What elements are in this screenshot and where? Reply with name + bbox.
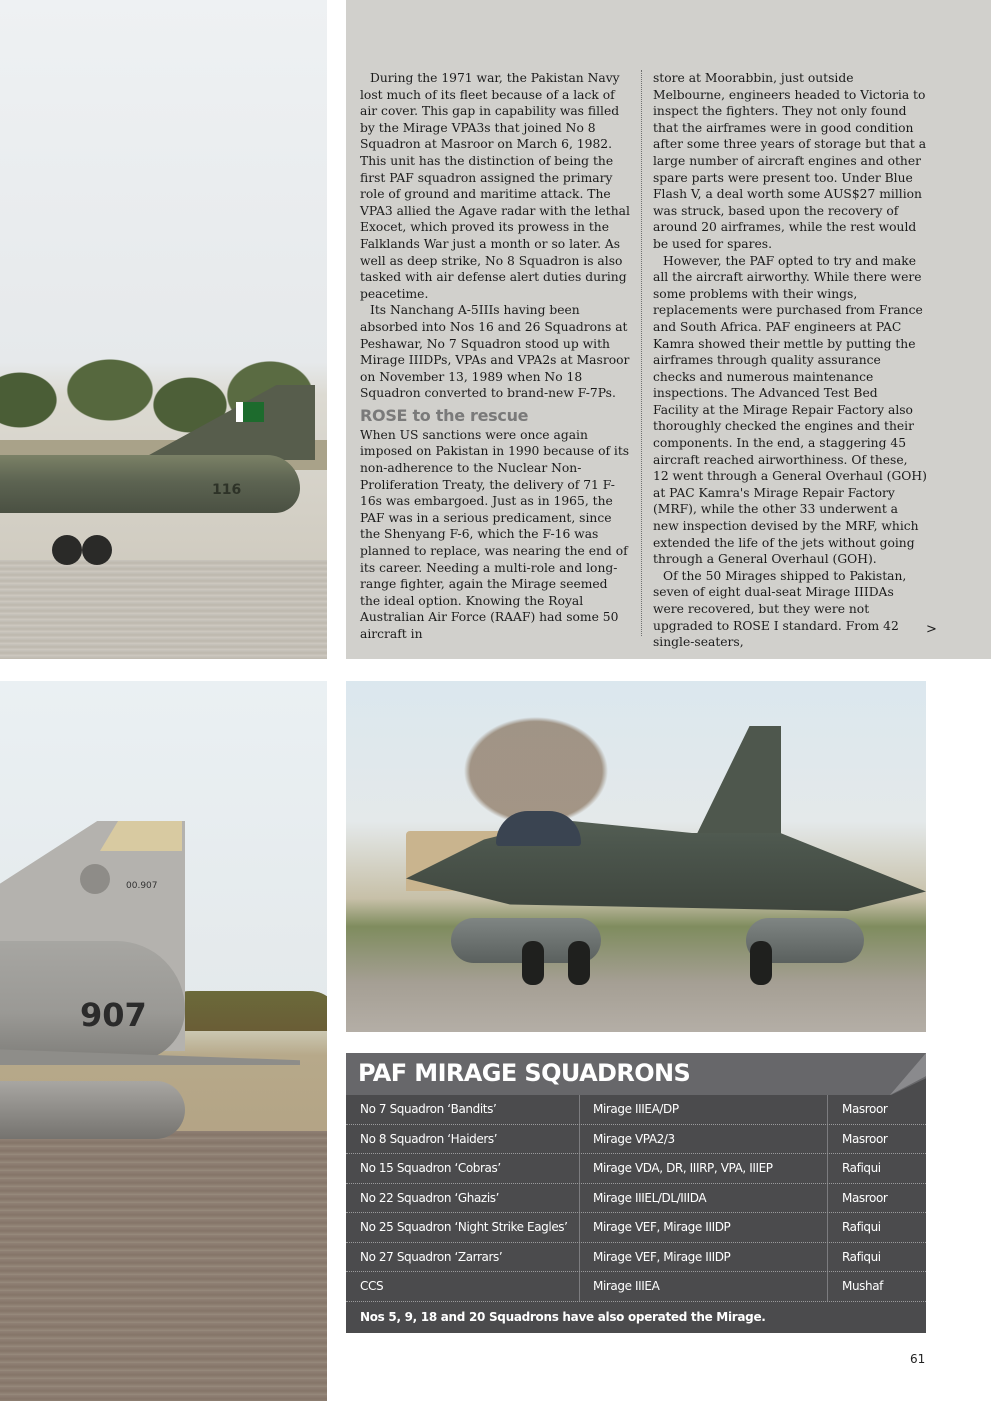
base-name: Rafiqui: [842, 1161, 881, 1175]
photo-runway: [0, 560, 327, 659]
photo-tarmac: [0, 1131, 327, 1401]
aircraft-type: Mirage VEF, Mirage IIIDP: [593, 1249, 731, 1264]
article-paragraph: store at Moorabbin, just outside Melbourne, engineers headed to Victoria to inspect the fighters. They not only found that the airframes were in good condition after some three years of storage but that a large number of aircraft engines and other spare parts were present too. Under Blue Flash V, a deal worth some AUS$27 million was struck, based upon the recovery of around 20 airframes, while the rest would be used for spares.: [653, 71, 927, 251]
column-divider: [641, 70, 642, 636]
aircraft-type: Mirage IIIEA: [593, 1279, 660, 1293]
table-row: [346, 1154, 926, 1184]
base-name: Masroor: [842, 1102, 888, 1116]
drop-tank: [0, 1081, 185, 1139]
table-row: [346, 1184, 926, 1214]
squadrons-table: [346, 1053, 926, 1333]
table-footnote: Nos 5, 9, 18 and 20 Squadrons have also operated the Mirage.: [360, 1310, 766, 1324]
aircraft-type: Mirage VPA2/3: [593, 1131, 675, 1146]
page-number: 61: [910, 1352, 926, 1366]
landing-gear-wheel: [750, 941, 772, 985]
table-row: [346, 1213, 926, 1243]
jet-serial: 116: [212, 482, 242, 498]
jet-number: 907: [80, 996, 147, 1034]
landing-gear-wheel: [568, 941, 590, 985]
squadron-name: No 25 Squadron ‘Night Strike Eagles’: [360, 1220, 568, 1234]
squadron-name: No 7 Squadron ‘Bandits’: [360, 1102, 497, 1116]
jet-tail-fin: [691, 726, 781, 846]
landing-gear-wheel: [82, 535, 112, 565]
aircraft-type: Mirage IIIEA/DP: [593, 1102, 679, 1116]
table-row: [346, 1125, 926, 1155]
article-text-panel: [346, 0, 991, 659]
table-row: [346, 1272, 926, 1302]
article-column-left: [360, 70, 630, 643]
photo-mirage-taxiing: [0, 0, 327, 659]
article-paragraph: When US sanctions were once again imposed on Pakistan in 1990 because of its non-adherence to the Nuclear Non-Proliferation Treaty, the delivery of 71 F-16s was embargoed. Just as in 1965, the PAF was in a serious predicament, since the Shenyang F-6, which the F-16 was planned to replace, was nearing the end of its career. Needing a multi-role and long-range fighter, again the Mirage seemed the ideal option. Knowing the Royal Australian Air Force (RAAF) had some 50 aircraft in: [360, 427, 630, 641]
article-paragraph: Of the 50 Mirages shipped to Pakistan, seven of eight dual-seat Mirage IIIDAs were recovered, but they were not upgraded to ROSE I standard. From 42 single-seaters,: [653, 568, 907, 650]
photo-trees: [160, 991, 327, 1031]
article-paragraph: However, the PAF opted to try and make all the aircraft airworthy. While there were some problems with their wings, replacements were purchased from France and South Africa. PAF engineers at PAC Kamra showed their mettle by putting the airframes through quality assurance checks and numerous maintenance inspections. The Advanced Test Bed Facility at the Mirage Repair Factory also thoroughly checked the engines and their components. In the end, a staggering 45 aircraft reached airworthiness. Of these, 12 went through a General Overhaul (GOH) at PAC Kamra's Mirage Repair Factory (MRF), while the other 33 underwent a new inspection devised by the MRF, which extended the life of the jets without going through a General Overhaul (GOH).: [653, 253, 927, 567]
base-name: Rafiqui: [842, 1249, 881, 1264]
crescent-emblem-icon: [80, 864, 110, 894]
squadron-name: No 8 Squadron ‘Haiders’: [360, 1131, 498, 1146]
pakistan-flag-icon: [236, 402, 264, 422]
article-column-right: [653, 70, 927, 651]
jet-registration: 00.907: [126, 881, 158, 891]
squadron-name: No 15 Squadron ‘Cobras’: [360, 1161, 501, 1175]
squadron-name: CCS: [360, 1279, 384, 1293]
continue-arrow-icon: >: [926, 622, 937, 637]
squadron-name: No 22 Squadron ‘Ghazis’: [360, 1190, 500, 1205]
landing-gear-wheel: [522, 941, 544, 985]
table-title: PAF MIRAGE SQUADRONS: [358, 1059, 691, 1087]
aircraft-type: Mirage VEF, Mirage IIIDP: [593, 1220, 731, 1234]
article-paragraph: Its Nanchang A-5IIIs having been absorbed into Nos 16 and 26 Squadrons at Peshawar, No 7 Squadron stood up with Mirage IIIDPs, VPAs and VPA2s at Masroor on November 13, 1989 when No 18 Squadron converted to brand-new F-7Ps.: [360, 303, 630, 401]
aircraft-type: Mirage VDA, DR, IIIRP, VPA, IIIEP: [593, 1161, 773, 1175]
base-name: Mushaf: [842, 1279, 883, 1293]
table-row: [346, 1243, 926, 1273]
photo-mirage-tail: [0, 681, 327, 1401]
aircraft-type: Mirage IIIEL/DL/IIIDA: [593, 1190, 707, 1205]
section-heading: ROSE to the rescue: [360, 405, 529, 425]
landing-gear-wheel: [52, 535, 82, 565]
base-name: Masroor: [842, 1131, 888, 1146]
base-name: Masroor: [842, 1190, 888, 1205]
article-paragraph: During the 1971 war, the Pakistan Navy lost much of its fleet because of a lack of air cover. This gap in capability was filled by the Mirage VPA3s that joined No 8 Squadron at Masroor on March 6, 1982. This unit has the distinction of being the first PAF squadron assigned the primary role of ground and maritime attack. The VPA3 allied the Agave radar with the lethal Exocet, which proved its prowess in the Falklands War just a month or so later. As well as deep strike, No 8 Squadron is also tasked with air defense alert duties during peacetime.: [360, 71, 630, 301]
table-body: [346, 1095, 926, 1302]
photo-mirage-parked: [346, 681, 926, 1032]
squadron-name: No 27 Squadron ‘Zarrars’: [360, 1249, 503, 1264]
base-name: Rafiqui: [842, 1220, 881, 1234]
table-row: [346, 1095, 926, 1125]
jet-fuselage: [0, 455, 300, 513]
